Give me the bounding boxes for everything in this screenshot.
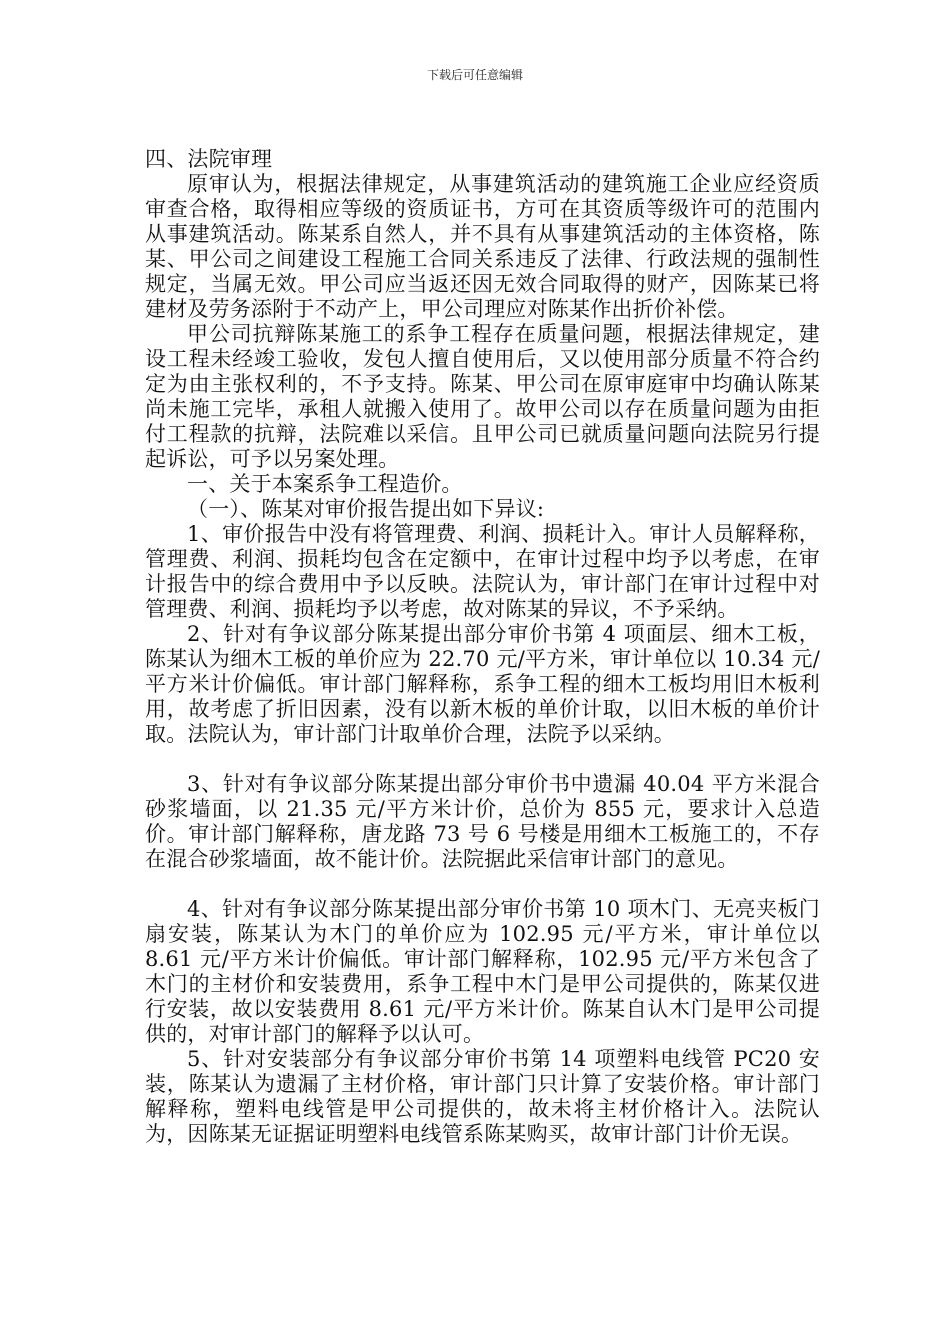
objection-item-5: 5、针对安装部分有争议部分审价书第 14 项塑料电线管 PC20 安装，陈某认为遗漏了主材价格，审计部门只计算了安装价格。审计部门解释称，塑料电线管是甲公司提供的，故未将主材价格计入。法院认为，因陈某无证据证明塑料电线管系陈某购买，故审计部门计价无误。: [145, 1047, 820, 1146]
section-heading: 四、法院审理: [145, 147, 273, 171]
objection-item-4: 4、针对有争议部分陈某提出部分审价书第 10 项木门、无亮夹板门扇安装，陈某认为木门的单价应为 102.95 元/平方米，审计单位以 8.61 元/平方米计价偏低。审计部门解释称，102.95 元/平方米包含了木门的主材价和安装费用，系争工程中木门是甲公司提供的，陈某仅进行安装，故以安装费用 8.61 元/平方米计价。陈某自认木门是甲公司提供的，对审计部门的解释予以认可。: [145, 897, 820, 1046]
header-note: 下载后可任意编辑: [426, 68, 523, 82]
paragraph-original-ruling: 原审认为，根据法律规定，从事建筑活动的建筑施工企业应经资质审查合格，取得相应等级的资质证书，方可在其资质等级许可的范围内从事建筑活动。陈某系自然人，并不具有从事建筑活动的主体资格，陈某、甲公司之间建设工程施工合同关系违反了法律、行政法规的强制性规定，当属无效。甲公司应当返还因无效合同取得的财产，因陈某已将建材及劳务添附于不动产上，甲公司理应对陈某作出折价补偿。: [145, 172, 820, 321]
subheading-objections: （一）、陈某对审价报告提出如下异议:: [187, 497, 545, 521]
paragraph-defense: 甲公司抗辩陈某施工的系争工程存在质量问题，根据法律规定，建设工程未经竣工验收，发包人擅自使用后，又以使用部分质量不符合约定为由主张权利的，不予支持。陈某、甲公司在原审庭审中均确认陈某尚未施工完毕，承租人就搬入使用了。故甲公司以存在质量问题为由拒付工程款的抗辩，法院难以采信。且甲公司已就质量问题向法院另行提起诉讼，可予以另案处理。: [145, 322, 820, 471]
document-body: [145, 147, 820, 1147]
subheading-project-cost: 一、关于本案系争工程造价。: [187, 472, 463, 496]
objection-item-1: 1、审价报告中没有将管理费、利润、损耗计入。审计人员解释称，管理费、利润、损耗均包含在定额中，在审计过程中均予以考虑，在审计报告中的综合费用中予以反映。法院认为，审计部门在审计过程中对管理费、利润、损耗均予以考虑，故对陈某的异议，不予采纳。: [145, 522, 820, 621]
objection-item-3: 3、针对有争议部分陈某提出部分审价书中遗漏 40.04 平方米混合砂浆墙面，以 21.35 元/平方米计价，总价为 855 元，要求计入总造价。审计部门解释称，唐龙路 73 号 6 号楼是用细木工板施工的，不存在混合砂浆墙面，故不能计价。法院据此采信审计部门的意见。: [145, 772, 820, 871]
objection-item-2: 2、针对有争议部分陈某提出部分审价书第 4 项面层、细木工板，陈某认为细木工板的单价应为 22.70 元/平方米，审计单位以 10.34 元/平方米计价偏低。审计部门解释称，系争工程的细木工板均用旧木板利用，故考虑了折旧因素，没有以新木板的单价计取，以旧木板的单价计取。法院认为，审计部门计取单价合理，法院予以采纳。: [145, 622, 820, 746]
